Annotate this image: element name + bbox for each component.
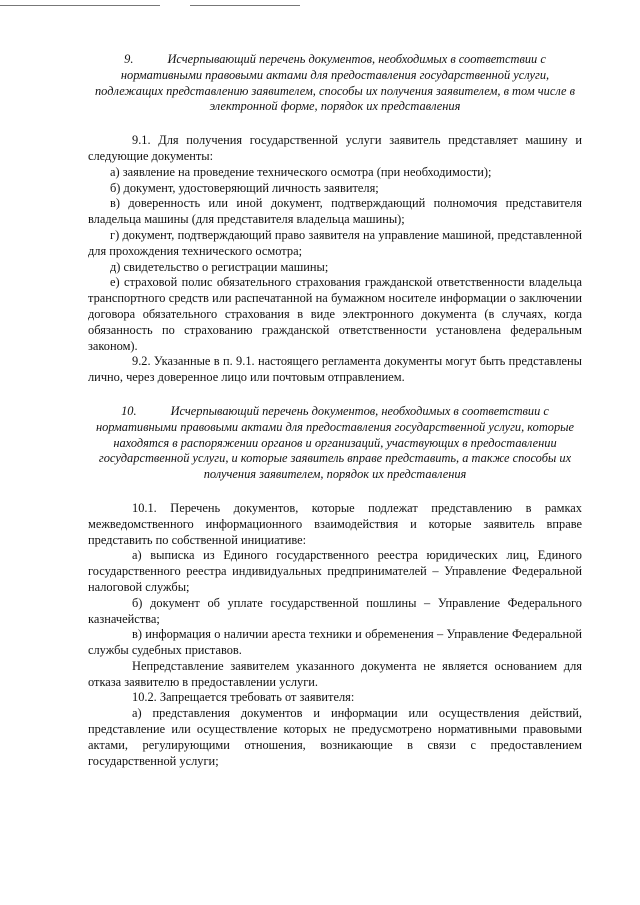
list-item-10-1-a: а) выписка из Единого государственного реестра юридических лиц, Единого государственного реестра индивидуальных предпринимателей – Управление Федеральной налоговой службы; — [88, 548, 582, 594]
list-item-9-1-e: д) свидетельство о регистрации машины; — [110, 259, 329, 274]
list-item-10-2-a: а) представления документов и информации или осуществления действий, представление или осуществление которых не предусмотрено нормативными правовыми актами, регулирующими отношения, возникающие в связи с предоставлением государственной услуги; — [88, 706, 582, 768]
list-item-9-1-a: а) заявление на проведение технического осмотра (при необходимости); — [110, 164, 492, 179]
paragraph-9-2: 9.2. Указанные в п. 9.1. настоящего регламента документы могут быть представлены лично, через доверенное лицо или почтовым отправлением. — [88, 354, 582, 385]
section-9-number: 9. — [124, 52, 134, 66]
paragraph-10-2: 10.2. Запрещается требовать от заявителя: — [132, 690, 355, 705]
paragraph-10-1: 10.1. Перечень документов, которые подлежат представлению в рамках межведомственного информационного взаимодействия и которые заявитель вправе представить по собственной инициативе: — [88, 500, 582, 547]
section-10-title: Исчерпывающий перечень документов, необходимых в соответствии с нормативными правовыми актами для предоставления государственной услуги, которые находятся в распоряжении органов и организаций, участвующих в предоставлении государственной услуги, и которые заявитель вправе представить, а также способы их получения заявителем, порядок их представления — [95, 403, 575, 482]
scan-top-rule-left — [0, 5, 160, 6]
section-9-heading — [88, 52, 582, 115]
section-10-number: 10. — [121, 403, 137, 418]
document-page — [88, 52, 582, 769]
list-item-9-1-f: е) страховой полис обязательного страхования гражданской ответственности владельца транспортного средств или распечатанной на бумажном носителе информации о заключении договора обязательного страхования в виде электронного документа (в случаях, когда обязанность по страхованию гражданской ответственности установлена федеральным законом). — [88, 275, 582, 353]
section-10-heading — [88, 404, 582, 483]
paragraph-10-note: Непредставление заявителем указанного документа не является основанием для отказа заявителю в предоставлении услуги. — [88, 658, 582, 689]
list-item-10-1-b: б) документ об уплате государственной пошлины – Управление Федерального казначейства; — [88, 595, 582, 626]
list-item-9-1-d: г) документ, подтверждающий право заявителя на управление машиной, представленной для прохождения технического осмотра; — [88, 227, 582, 258]
paragraph-9-1: 9.1. Для получения государственной услуги заявитель представляет машину и следующие документы: — [88, 133, 582, 163]
list-item-9-1-c: в) доверенность или иной документ, подтверждающий полномочия представителя владельца машины (для представителя владельца машины); — [88, 196, 582, 227]
scan-top-rule-right — [190, 5, 300, 6]
section-9-title: Исчерпывающий перечень документов, необходимых в соответствии с нормативными правовыми актами для предоставления государственной услуги, подлежащих представлению заявителем, способы их получения заявителем, в том числе в электронной форме, порядок их представления — [94, 52, 576, 114]
list-item-10-1-c: в) информация о наличии ареста техники и обременения – Управление Федеральной службы судебных приставов. — [88, 627, 582, 658]
list-item-9-1-b: б) документ, удостоверяющий личность заявителя; — [110, 180, 379, 195]
